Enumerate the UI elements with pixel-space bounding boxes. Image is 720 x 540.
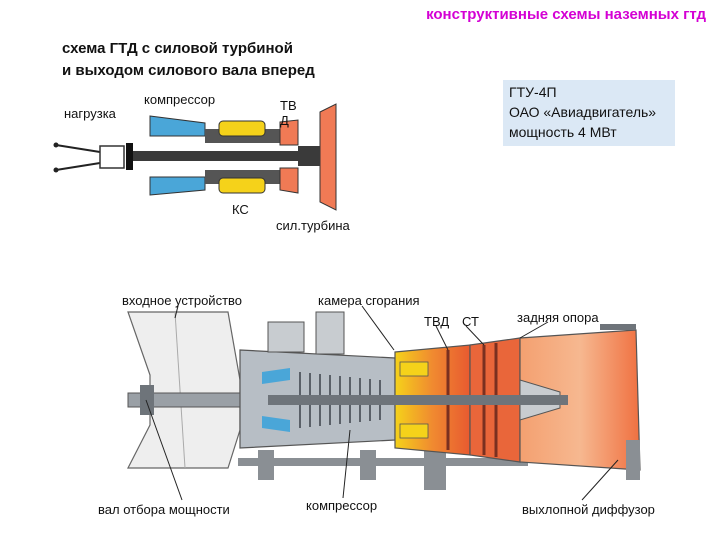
label-exhaust-diffuser: выхлопной диффузор xyxy=(522,502,655,517)
support-leg-2 xyxy=(360,450,376,480)
shaft-flange xyxy=(140,385,154,415)
rear-support xyxy=(600,324,636,330)
combustor-liner-lower xyxy=(400,424,428,438)
label-st: СТ xyxy=(462,314,479,329)
fuel-manifold xyxy=(316,312,344,354)
label-hpt-cutaway: ТВД xyxy=(424,314,450,329)
base-frame xyxy=(238,458,528,466)
label-load: нагрузка xyxy=(64,106,116,121)
label-power-turbine: сил.турбина xyxy=(276,218,350,233)
engine-rotor xyxy=(268,395,568,405)
engine-maker: ОАО «Авиадвигатель» xyxy=(509,104,657,120)
accessory-gearbox xyxy=(268,322,304,352)
engine-power: мощность 4 МВт xyxy=(509,124,617,140)
label-rear-support: задняя опора xyxy=(517,310,599,325)
label-inlet-device: входное устройство xyxy=(122,293,243,308)
label-combustion-chamber: камера сгорания xyxy=(318,293,420,308)
label-pto-shaft: вал отбора мощности xyxy=(98,502,230,517)
scheme-title-line2: и выходом силового вала вперед xyxy=(62,62,315,79)
scheme-title-line1: схема ГТД с силовой турбиной xyxy=(62,40,293,57)
label-compressor: компрессор xyxy=(144,92,216,107)
support-leg-1 xyxy=(258,450,274,480)
combustor-liner-upper xyxy=(400,362,428,376)
engine-model: ГТУ-4П xyxy=(509,84,557,100)
label-combustor: КС xyxy=(232,202,249,217)
label-hpt: ТВД xyxy=(280,98,297,128)
rear-leg xyxy=(626,440,640,480)
header-title: конструктивные схемы наземных гтд xyxy=(426,6,706,23)
label-compressor-cutaway: компрессор xyxy=(306,498,378,513)
